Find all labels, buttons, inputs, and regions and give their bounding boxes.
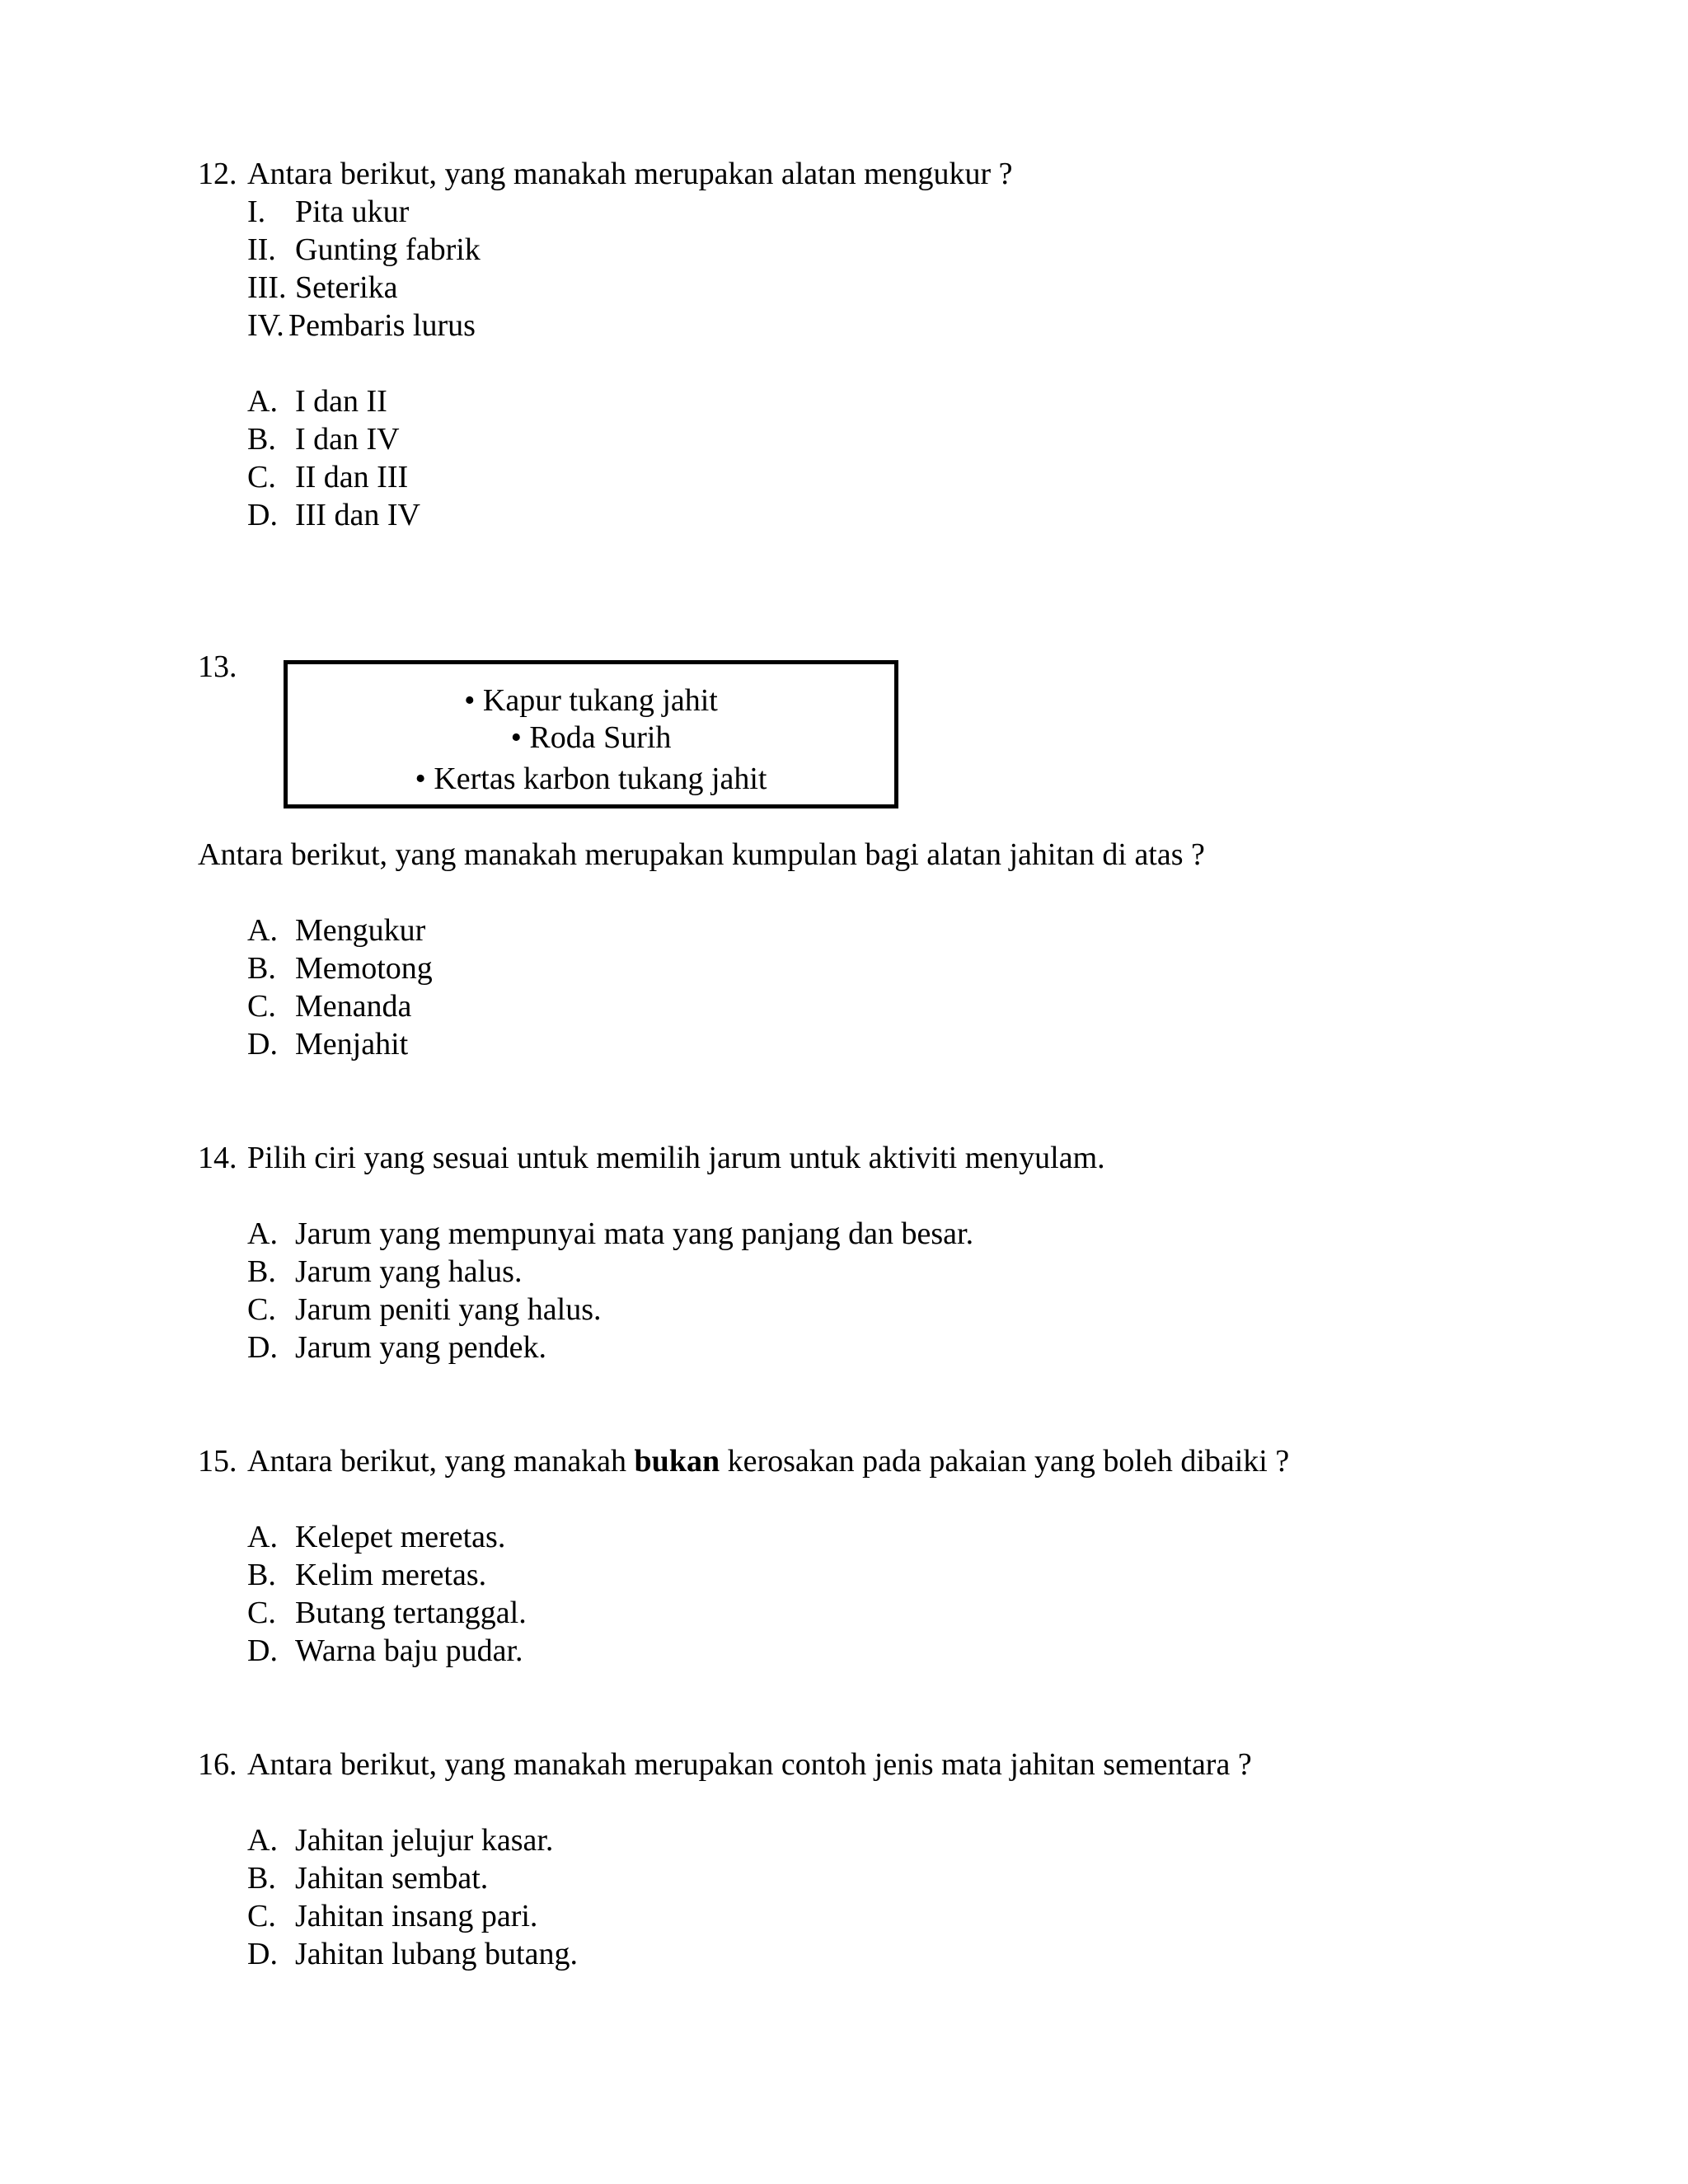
option-letter: B.: [247, 1254, 276, 1289]
list-item-label: IV.: [247, 308, 284, 343]
question-stem: [247, 1442, 1289, 1480]
option-letter: A.: [247, 384, 278, 419]
box-item: • Kapur tukang jahit: [464, 683, 718, 718]
tools-box: [284, 660, 898, 808]
option-text: Kelepet meretas.: [295, 1520, 506, 1554]
option-text: Jahitan lubang butang.: [295, 1937, 578, 1971]
option-letter: D.: [247, 1330, 278, 1365]
question-number: 15.: [198, 1444, 237, 1479]
question-number: 13.: [198, 649, 237, 684]
list-item-text: Pita ukur: [295, 194, 410, 229]
option-text: III dan IV: [295, 498, 420, 532]
option-letter: A.: [247, 913, 278, 948]
option-text: II dan III: [295, 460, 409, 494]
option-letter: B.: [247, 1861, 276, 1896]
box-item: • Roda Surih: [510, 720, 672, 755]
option-letter: C.: [247, 1292, 276, 1327]
list-item-text: Seterika: [295, 270, 398, 305]
option-letter: C.: [247, 460, 276, 494]
option-letter: B.: [247, 422, 276, 457]
option-letter: D.: [247, 1633, 278, 1668]
stem-text: kerosakan pada pakaian yang boleh dibaiki ?: [727, 1444, 1290, 1479]
option-letter: A.: [247, 1823, 278, 1858]
question-stem: Pilih ciri yang sesuai untuk memilih jarum untuk aktiviti menyulam.: [247, 1141, 1105, 1175]
question-number: 16.: [198, 1747, 237, 1782]
stem-text: Antara berikut, yang manakah: [247, 1444, 627, 1479]
question-number: 12.: [198, 157, 237, 191]
list-item-label: II.: [247, 232, 276, 267]
option-text: Warna baju pudar.: [295, 1633, 523, 1668]
option-letter: B.: [247, 951, 276, 986]
option-letter: C.: [247, 989, 276, 1024]
question-stem: Antara berikut, yang manakah merupakan kumpulan bagi alatan jahitan di atas ?: [198, 837, 1205, 872]
option-text: Jahitan jelujur kasar.: [295, 1823, 554, 1858]
list-item-text: Pembaris lurus: [288, 308, 476, 343]
question-number: 14.: [198, 1141, 237, 1175]
option-letter: A.: [247, 1216, 278, 1251]
list-item-label: I.: [247, 194, 266, 229]
option-text: Jahitan insang pari.: [295, 1899, 538, 1933]
option-text: Jarum peniti yang halus.: [295, 1292, 602, 1327]
option-text: Menjahit: [295, 1027, 409, 1062]
option-text: I dan IV: [295, 422, 400, 457]
option-letter: B.: [247, 1558, 276, 1592]
option-text: Jarum yang pendek.: [295, 1330, 546, 1365]
stem-emphasis: bukan: [634, 1444, 720, 1479]
option-text: I dan II: [295, 384, 387, 419]
option-text: Mengukur: [295, 913, 426, 948]
option-text: Jarum yang mempunyai mata yang panjang dan besar.: [295, 1216, 974, 1251]
option-text: Jahitan sembat.: [295, 1861, 489, 1896]
question-stem: Antara berikut, yang manakah merupakan contoh jenis mata jahitan sementara ?: [247, 1747, 1252, 1782]
option-letter: C.: [247, 1596, 276, 1630]
option-text: Menanda: [295, 989, 412, 1024]
question-stem: Antara berikut, yang manakah merupakan alatan mengukur ?: [247, 157, 1013, 191]
list-item-text: Gunting fabrik: [295, 232, 481, 267]
option-letter: A.: [247, 1520, 278, 1554]
option-text: Memotong: [295, 951, 433, 986]
option-text: Butang tertanggal.: [295, 1596, 527, 1630]
box-item: • Kertas karbon tukang jahit: [415, 762, 767, 796]
option-letter: D.: [247, 1027, 278, 1062]
option-text: Jarum yang halus.: [295, 1254, 523, 1289]
option-letter: C.: [247, 1899, 276, 1933]
option-letter: D.: [247, 1937, 278, 1971]
list-item-label: III.: [247, 270, 287, 305]
option-letter: D.: [247, 498, 278, 532]
option-text: Kelim meretas.: [295, 1558, 487, 1592]
